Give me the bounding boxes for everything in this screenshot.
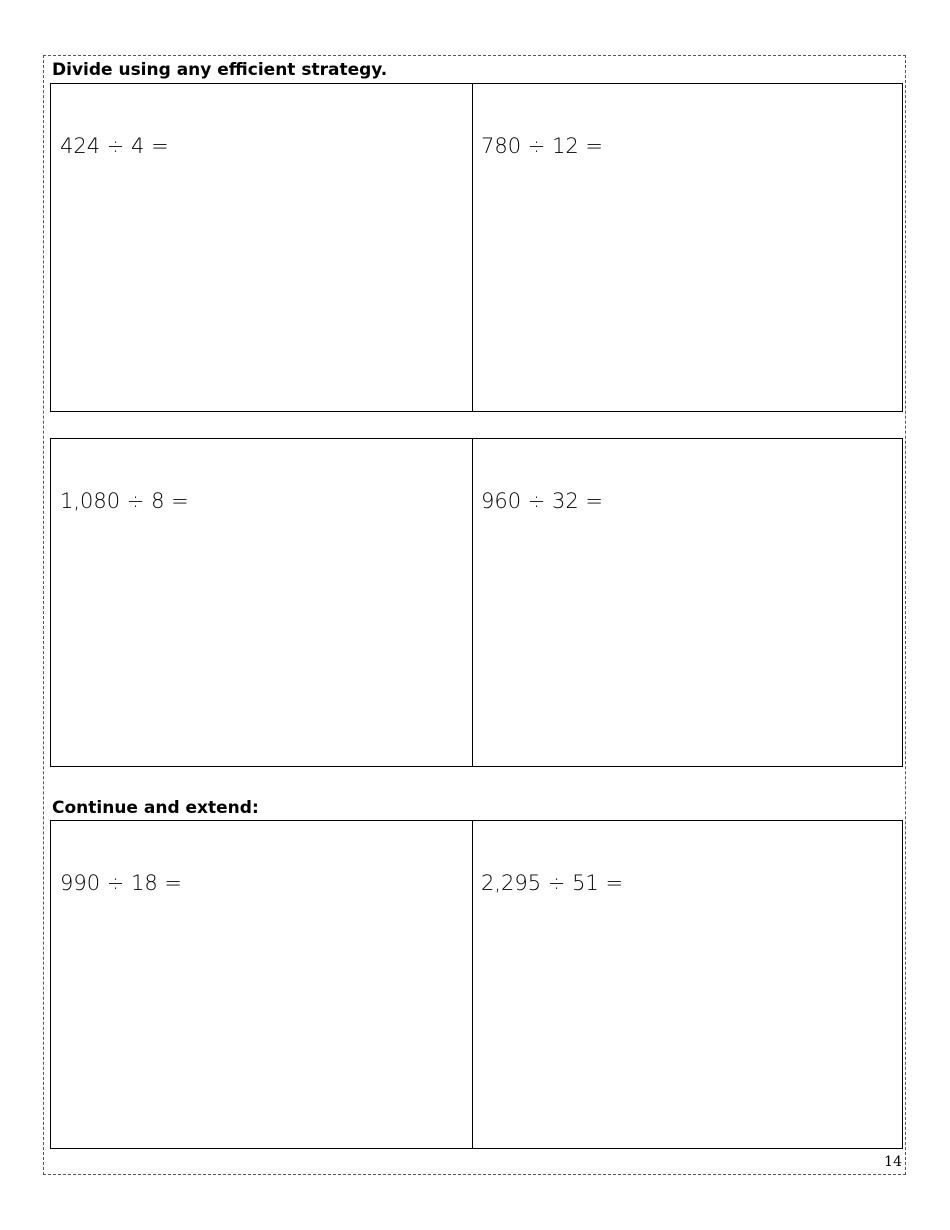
division-problem: 2,295 ÷ 51 = xyxy=(481,871,624,895)
problem-grid-1 xyxy=(50,83,903,412)
problem-grid-3 xyxy=(50,820,903,1149)
division-problem: 424 ÷ 4 = xyxy=(60,134,169,158)
work-box[interactable] xyxy=(51,821,473,1148)
work-box[interactable] xyxy=(473,439,902,766)
work-box[interactable] xyxy=(51,439,473,766)
page-number: 14 xyxy=(884,1154,902,1170)
division-problem: 960 ÷ 32 = xyxy=(481,489,604,513)
problem-grid-2 xyxy=(50,438,903,767)
work-box[interactable] xyxy=(473,84,902,411)
section-heading-divide: Divide using any efficient strategy. xyxy=(52,60,388,80)
work-box[interactable] xyxy=(473,821,902,1148)
work-box[interactable] xyxy=(51,84,473,411)
section-heading-continue: Continue and extend: xyxy=(52,798,259,818)
division-problem: 990 ÷ 18 = xyxy=(60,871,183,895)
division-problem: 780 ÷ 12 = xyxy=(481,134,604,158)
division-problem: 1,080 ÷ 8 = xyxy=(60,489,189,513)
